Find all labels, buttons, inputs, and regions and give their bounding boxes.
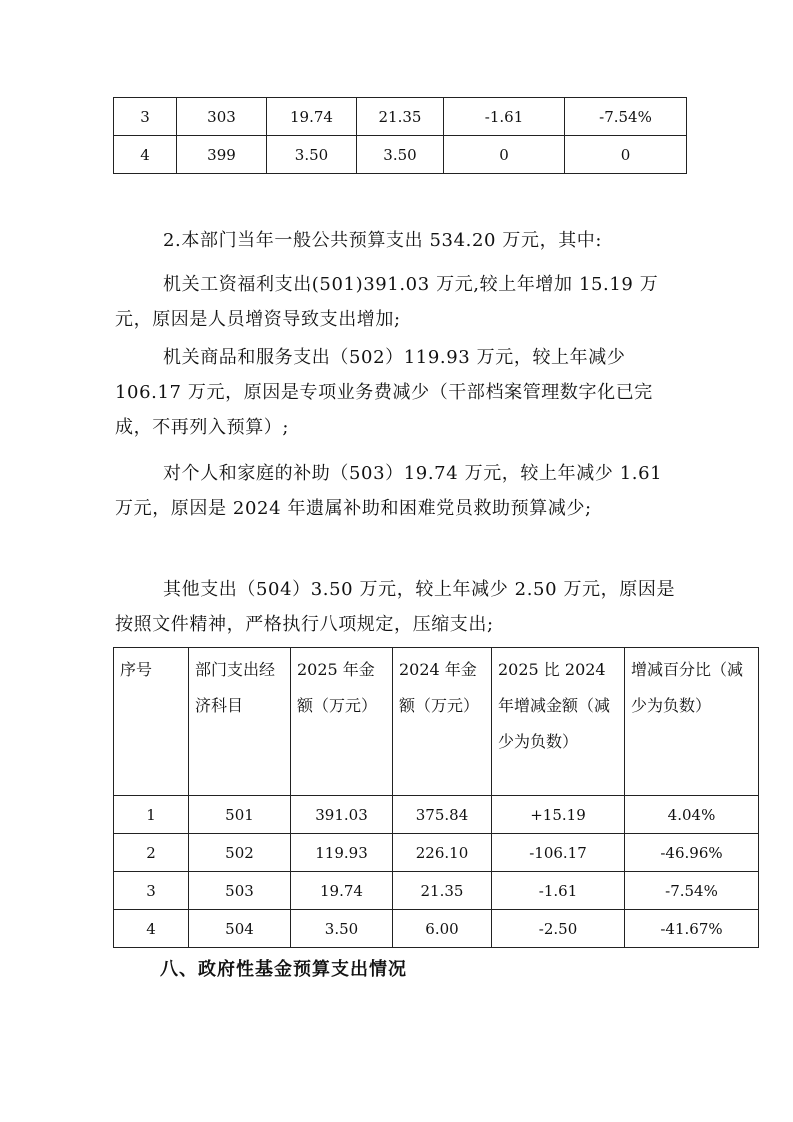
table-cell: 2 [114, 834, 189, 872]
table-cell: 4.04% [625, 796, 759, 834]
table-cell: 6.00 [393, 910, 492, 948]
table-cell: 391.03 [291, 796, 393, 834]
table-cell: 1 [114, 796, 189, 834]
table-header-row [114, 648, 759, 796]
table-cell: -46.96% [625, 834, 759, 872]
expense-table-continued [113, 97, 687, 174]
header-cell-category: 部门支出经济科目 [189, 648, 291, 796]
table-cell: 3 [114, 98, 177, 136]
paragraph-goods-services: 机关商品和服务支出（502）119.93 万元，较上年减少 106.17 万元，原因是专项业务费减少（干部档案管理数字化已完成，不再列入预算）; [115, 347, 653, 438]
table-row [114, 834, 759, 872]
table-cell: 3.50 [291, 910, 393, 948]
header-cell-change-amount: 2025 比 2024 年增减金额（减少为负数） [492, 648, 625, 796]
table-cell: 4 [114, 910, 189, 948]
table-cell: -2.50 [492, 910, 625, 948]
table-cell: 3 [114, 872, 189, 910]
header-cell-change-percent: 增减百分比（减少为负数） [625, 648, 759, 796]
table-cell: 502 [189, 834, 291, 872]
table-cell: 399 [177, 136, 267, 174]
table-cell: 375.84 [393, 796, 492, 834]
table-cell: +15.19 [492, 796, 625, 834]
paragraph-total-expenditure: 2.本部门当年一般公共预算支出 534.20 万元，其中: [163, 230, 603, 251]
table-row [114, 796, 759, 834]
paragraph-individual-subsidy: 对个人和家庭的补助（503）19.74 万元，较上年减少 1.61 万元，原因是 2024 年遗属补助和困难党员救助预算减少; [115, 463, 663, 519]
table-row [114, 872, 759, 910]
table-cell: 504 [189, 910, 291, 948]
table-cell: 19.74 [267, 98, 357, 136]
table-cell: -7.54% [565, 98, 687, 136]
table-cell: 0 [565, 136, 687, 174]
table-cell: -1.61 [492, 872, 625, 910]
header-cell-2025-amount: 2025 年金额（万元） [291, 648, 393, 796]
table-cell: 21.35 [393, 872, 492, 910]
table-cell: 503 [189, 872, 291, 910]
table-cell: 119.93 [291, 834, 393, 872]
table-cell: 19.74 [291, 872, 393, 910]
table-cell: 21.35 [357, 98, 444, 136]
header-cell-2024-amount: 2024 年金额（万元） [393, 648, 492, 796]
header-cell-index: 序号 [114, 648, 189, 796]
table-cell: 3.50 [357, 136, 444, 174]
table-cell: 4 [114, 136, 177, 174]
section-heading: 八、政府性基金预算支出情况 [160, 959, 407, 980]
table-row [114, 98, 687, 136]
table-cell: 3.50 [267, 136, 357, 174]
table-cell: -1.61 [444, 98, 565, 136]
table-row [114, 910, 759, 948]
table-cell: 0 [444, 136, 565, 174]
table-cell: 226.10 [393, 834, 492, 872]
table-row [114, 136, 687, 174]
table-cell: -106.17 [492, 834, 625, 872]
paragraph-salary-welfare: 机关工资福利支出(501)391.03 万元,较上年增加 15.19 万元，原因是人员增资导致支出增加; [115, 274, 659, 330]
table-cell: 303 [177, 98, 267, 136]
expense-by-economic-category-table [113, 647, 759, 948]
table-cell: -41.67% [625, 910, 759, 948]
table-cell: 501 [189, 796, 291, 834]
table-cell: -7.54% [625, 872, 759, 910]
paragraph-other-expenditure: 其他支出（504）3.50 万元，较上年减少 2.50 万元，原因是按照文件精神，严格执行八项规定，压缩支出; [115, 579, 676, 635]
